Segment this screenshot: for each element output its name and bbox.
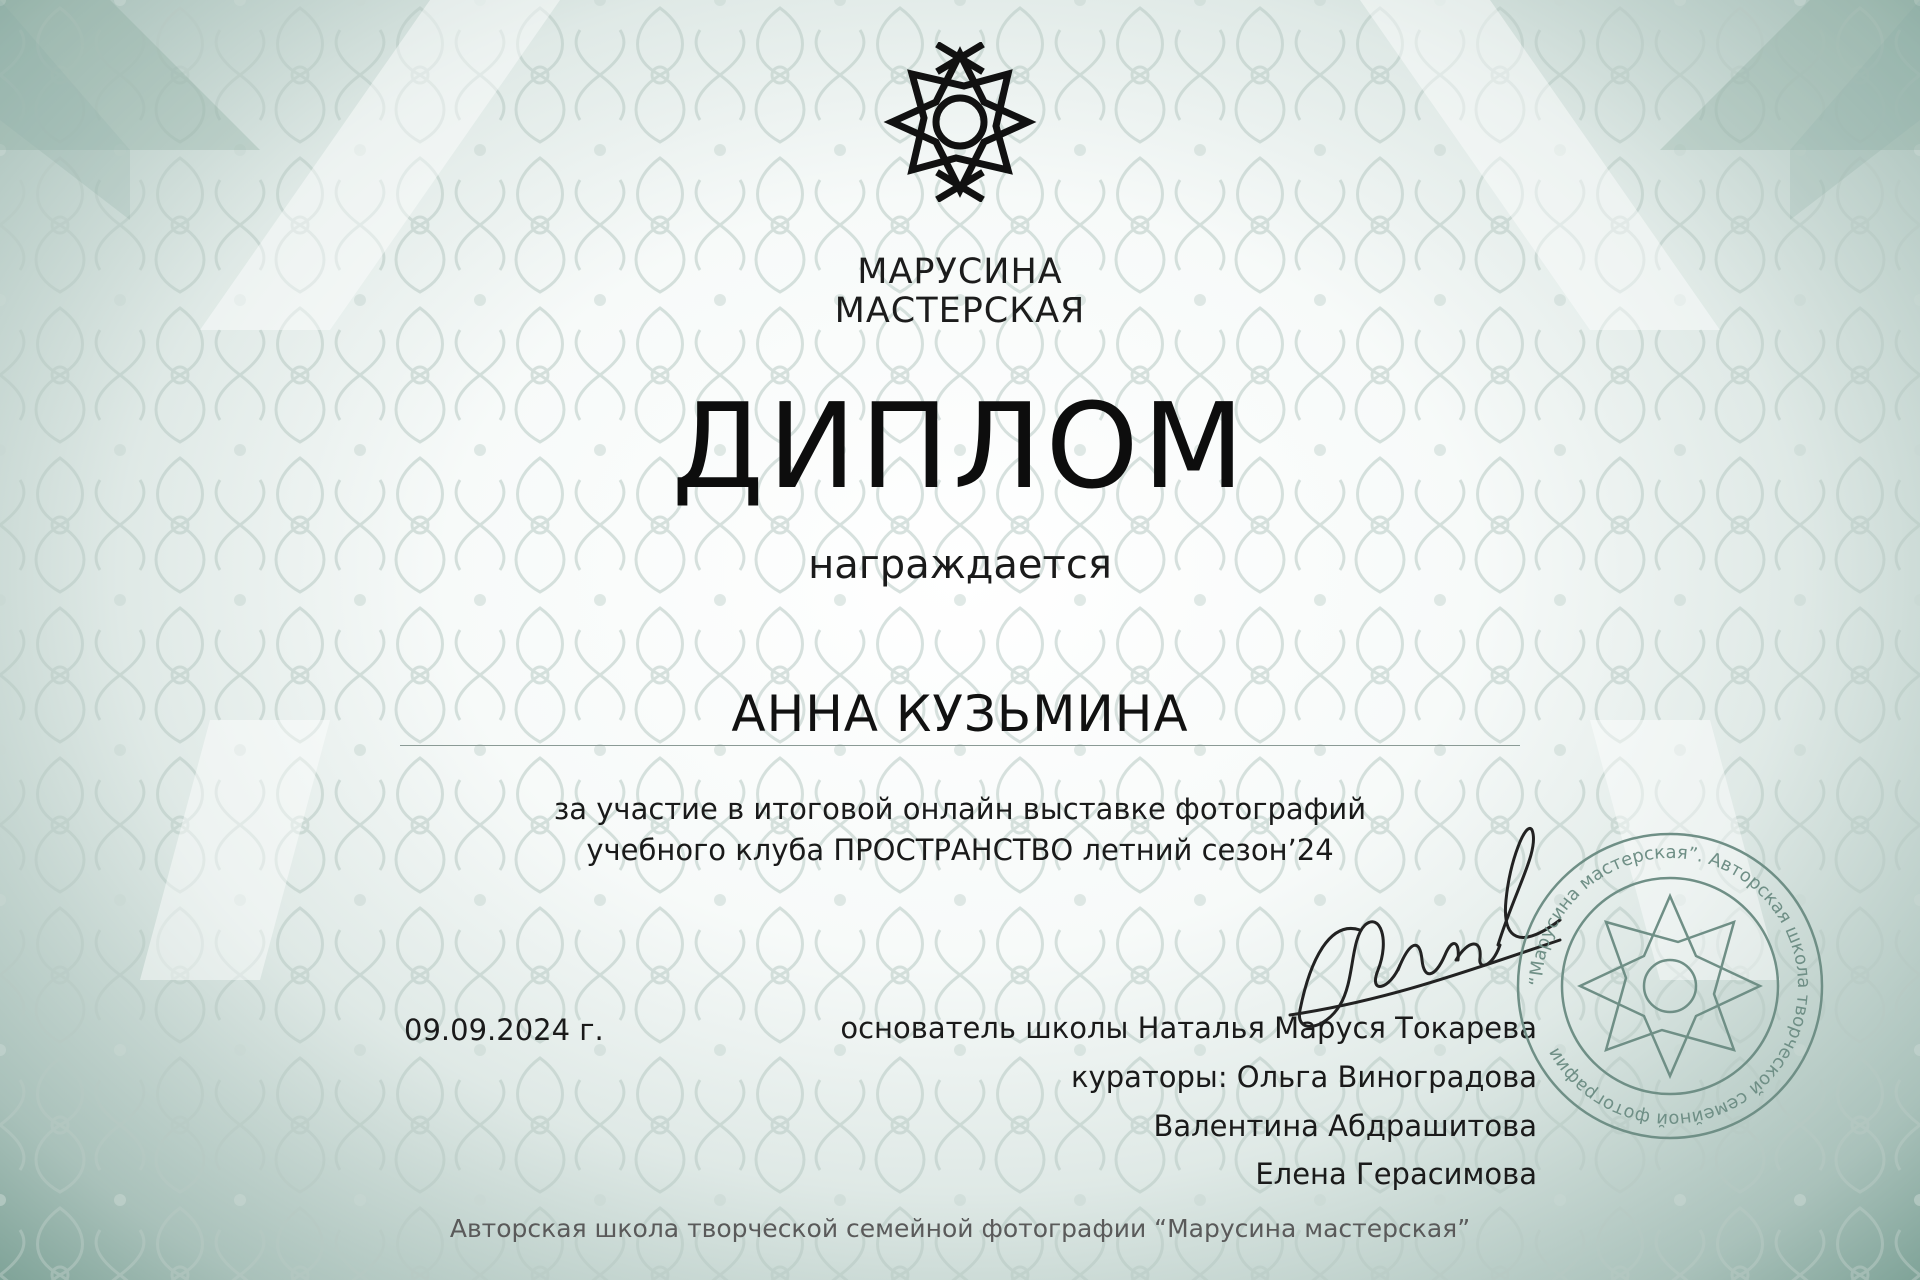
star-snowflake-logo-icon [880,42,1040,202]
curators-line3: Елена Герасимова [1255,1157,1537,1191]
brand-name-line1: МАРУСИНА [857,252,1063,292]
svg-text:“Марусина мастерская”. Авторск: “Марусина мастерская”. Авторская школа творческой семейной фотографии [1525,841,1815,1131]
diploma-title: ДИПЛОМ [671,377,1249,515]
awarded-label: награждается [808,542,1112,588]
brand-name-line2: МАСТЕРСКАЯ [834,291,1086,331]
reason-line1: за участие в итоговой онлайн выставке фотографий [553,792,1367,826]
curators-line1: кураторы: Ольга Виноградова [1071,1060,1537,1094]
name-underline [400,745,1520,746]
reason-line2: учебного клуба ПРОСТРАНСТВО летний сезон’24 [586,833,1334,867]
recipient-name: АННА КУЗЬМИНА [731,685,1189,743]
issue-date: 09.09.2024 г. [404,1013,604,1047]
round-seal-stamp [1510,826,1830,1146]
school-footer: Авторская школа творческой семейной фотографии “Марусина мастерская” [449,1214,1471,1243]
curators-line2: Валентина Абдрашитова [1153,1109,1537,1143]
founder-signatory: основатель школы Наталья Маруся Токарева [840,1011,1537,1045]
